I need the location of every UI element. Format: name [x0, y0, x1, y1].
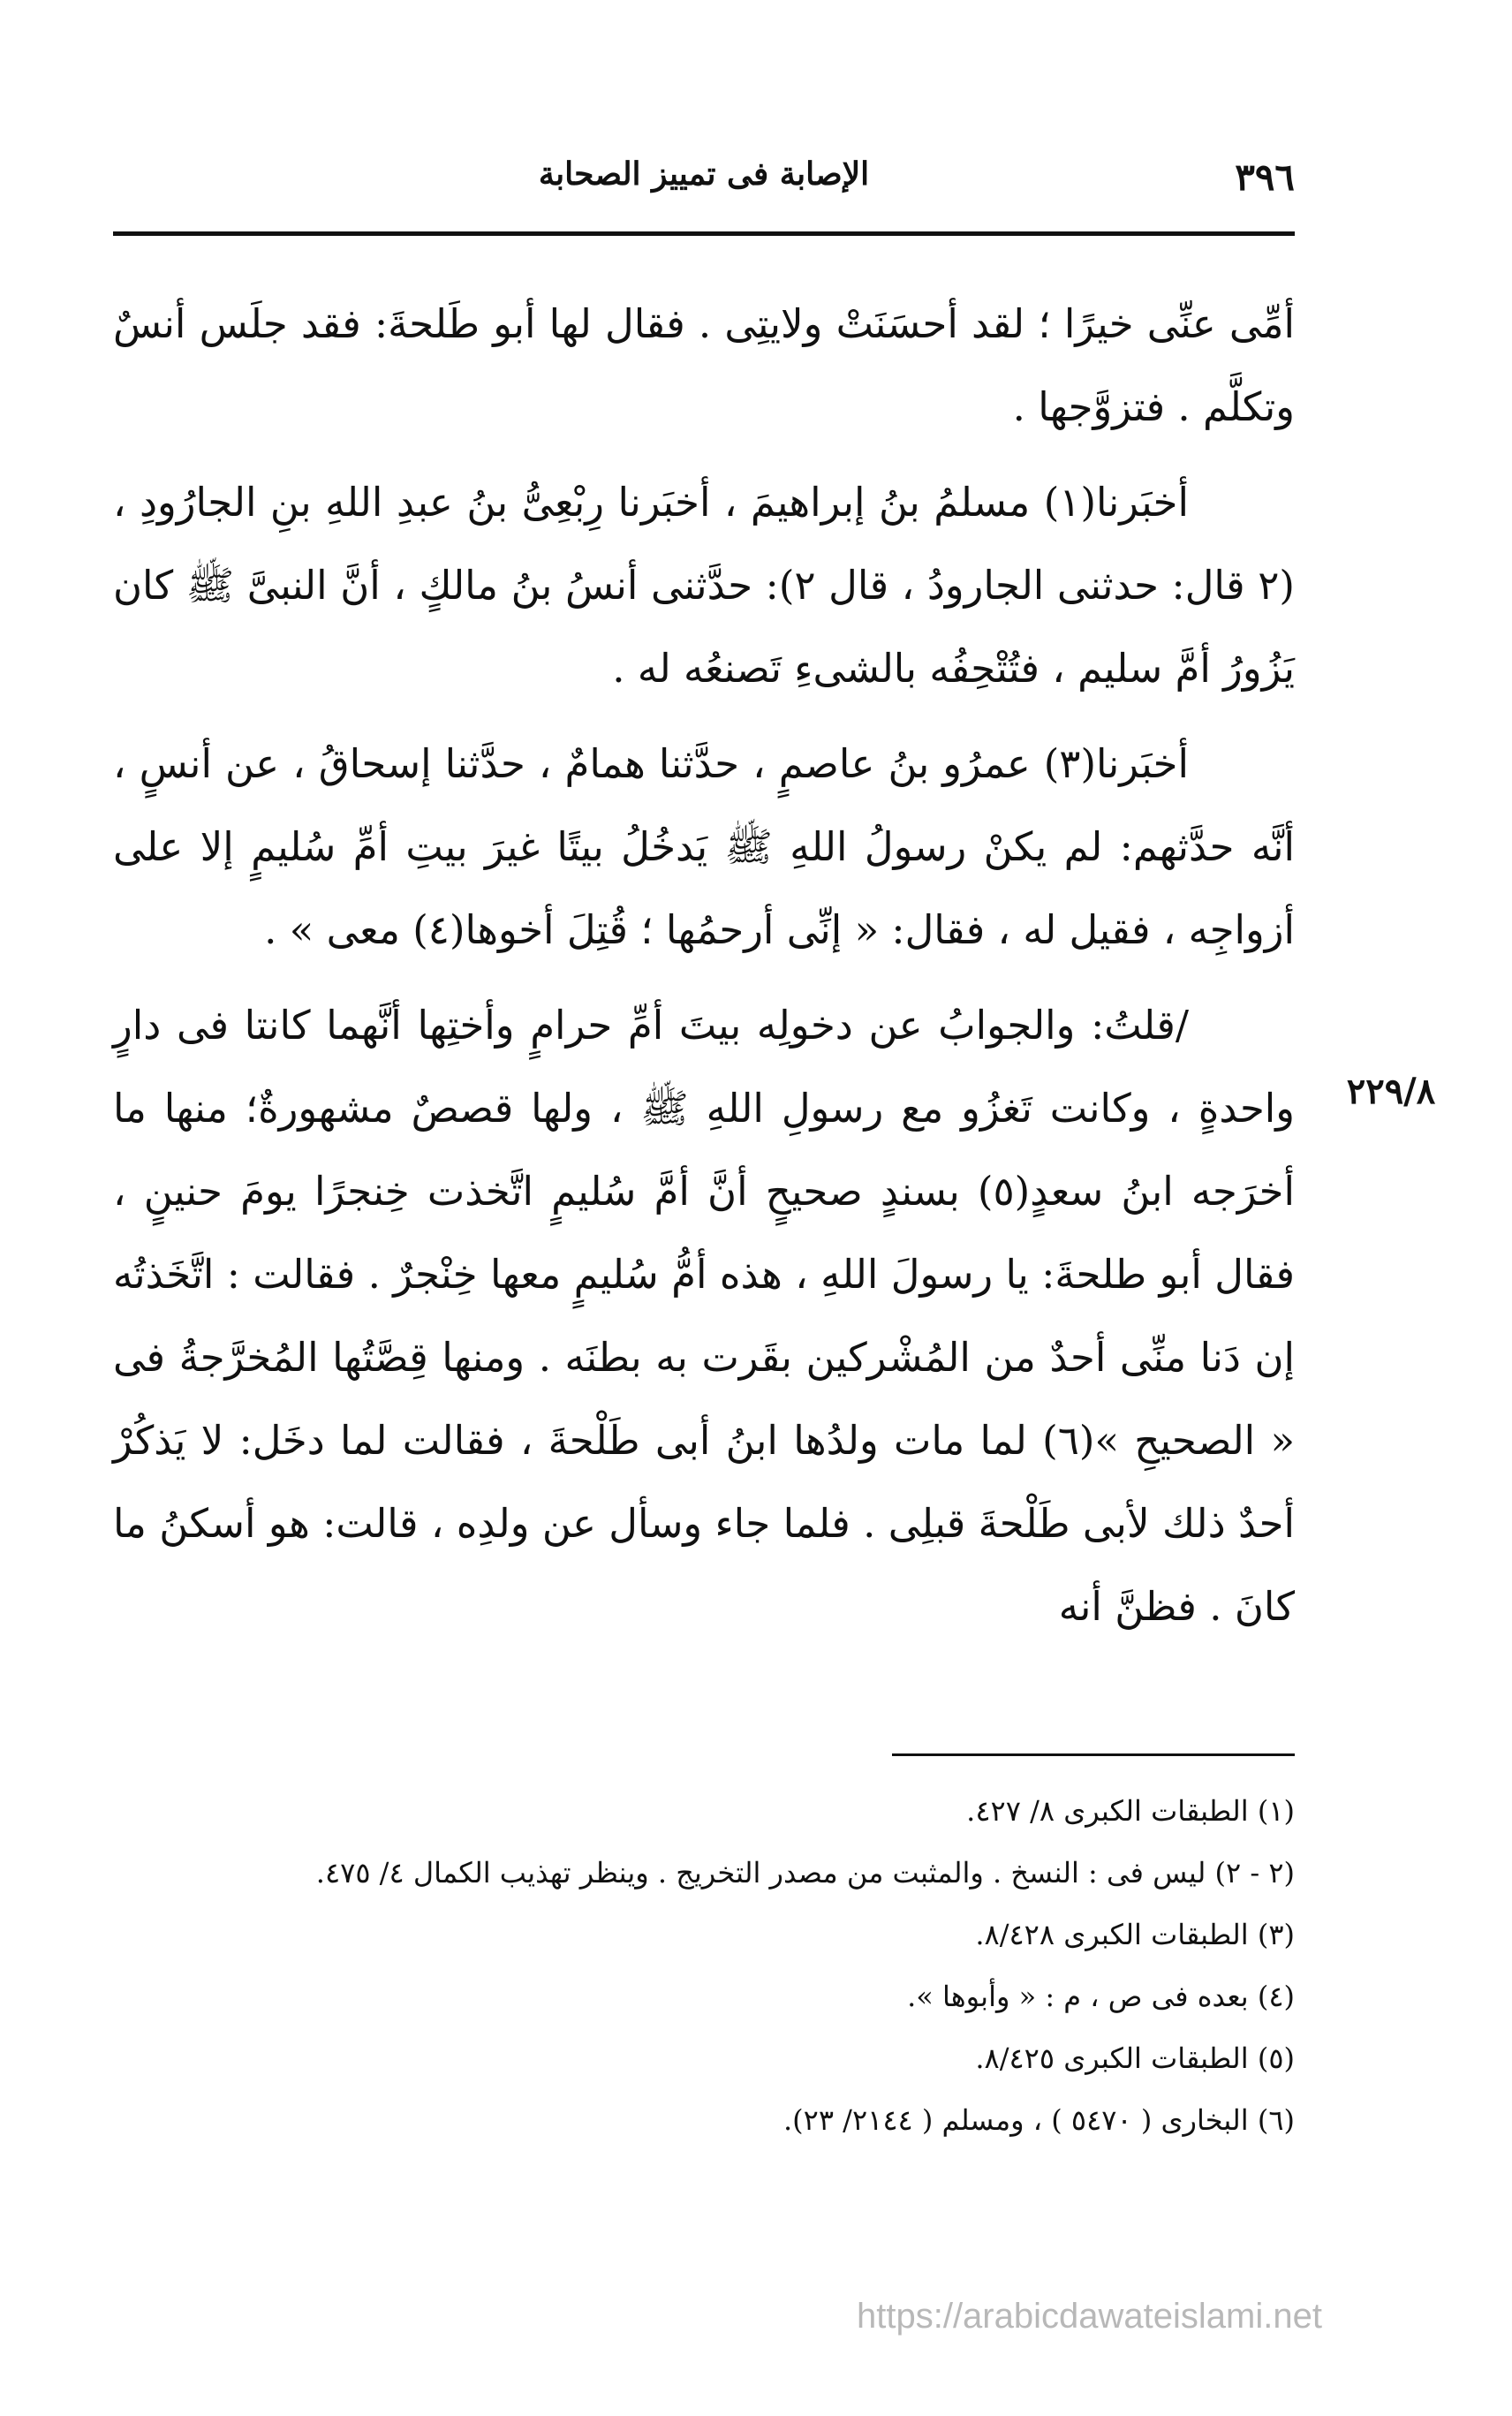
main-text	[113, 283, 1295, 1661]
footnote-separator	[892, 1753, 1295, 1756]
footnote-6: (٦) البخارى ( ٥٤٧٠ ) ، ومسلم ( ٢١٤٤/ ٢٣).	[782, 2103, 1295, 2137]
margin-volume-page-note: ٢٢٩/٨	[1346, 1071, 1436, 1112]
paragraph-3: أخبَرنا(٣) عمرُو بنُ عاصمٍ ، حدَّثنا همامٌ ، حدَّثنا إسحاقُ ، عن أنسٍ ، أنَّه حدَّثهم: لم يكنْ رسولُ اللهِ ﷺ يَدخُلُ بيتًا غيرَ بيتِ أمِّ سُليمٍ إلا على أزواجِه ، فقيل له ، فقال: « إنِّى أرحمُها ؛ قُتِلَ أخوها(٤) معى » .	[113, 740, 1295, 953]
footnote-1: (١) الطبقات الكبرى ٨/ ٤٢٧.	[966, 1794, 1295, 1828]
running-title: الإصابة فى تمييز الصحابة	[538, 155, 870, 193]
paragraph-4: /قلتُ: والجوابُ عن دخولِه بيتَ أمِّ حرامٍ وأختِها أنَّهما كانتا فى دارٍ واحدةٍ ، وكانت تَغزُو مع رسولِ اللهِ ﷺ ، ولها قصصٌ مشهورةٌ؛ منها ما أخرَجه ابنُ سعدٍ(٥) بسندٍ صحيحٍ أنَّ أمَّ سُليمٍ اتَّخذت خِنجرًا يومَ حنينٍ ، فقال أبو طلحةَ: يا رسولَ اللهِ ، هذه أمُّ سُليمٍ معها خِنْجرٌ . فقالت : اتَّخَذتُه إن دَنا منِّى أحدٌ من المُشْركين بقَرت به بطنَه . ومنها قِصَّتُها المُخرَّجةُ فى « الصحيحِ »(٦) لما مات ولدُها ابنُ أبى طَلْحةَ ، فقالت لما دخَل: لا يَذكُرْ أحدٌ ذلك لأبى طَلْحةَ قبلِى . فلما جاء وسأل عن ولدِه ، قالت: هو أسكنُ ما كانَ . فظنَّ أنه	[113, 1002, 1296, 1630]
footnote-5: (٥) الطبقات الكبرى ٨/٤٢٥.	[975, 2041, 1295, 2075]
page-header	[113, 148, 1295, 219]
footnote-4: (٤) بعده فى ص ، م : « وأبوها ».	[907, 1980, 1295, 2013]
header-rule	[113, 231, 1295, 236]
footnote-3: (٣) الطبقات الكبرى ٨/٤٢٨.	[975, 1918, 1295, 1951]
paragraph-1: أمِّى عنِّى خيرًا ؛ لقد أحسَنَتْ ولايتِى . فقال لها أبو طَلحةَ: فقد جلَس أنسٌ وتكلَّم . فتزوَّجها .	[113, 300, 1295, 430]
paragraph-2: أخبَرنا(١) مسلمُ بنُ إبراهيمَ ، أخبَرنا رِبْعِىُّ بنُ عبدِ اللهِ بنِ الجارُودِ ، (٢ قال: حدثنى الجارودُ ، قال ٢): حدَّثنى أنسُ بنُ مالكٍ ، أنَّ النبىَّ ﷺ كان يَزُورُ أمَّ سليم ، فتُتْحِفُه بالشىءِ تَصنعُه له .	[113, 479, 1295, 692]
footnote-2: (٢ - ٢) ليس فى : النسخ . والمثبت من مصدر التخريج . وينظر تهذيب الكمال ٤/ ٤٧٥.	[315, 1856, 1295, 1890]
source-watermark: https://arabicdawateislami.net	[857, 2297, 1322, 2336]
page-number: ٣٩٦	[1235, 155, 1295, 199]
footnotes	[113, 1780, 1295, 2151]
